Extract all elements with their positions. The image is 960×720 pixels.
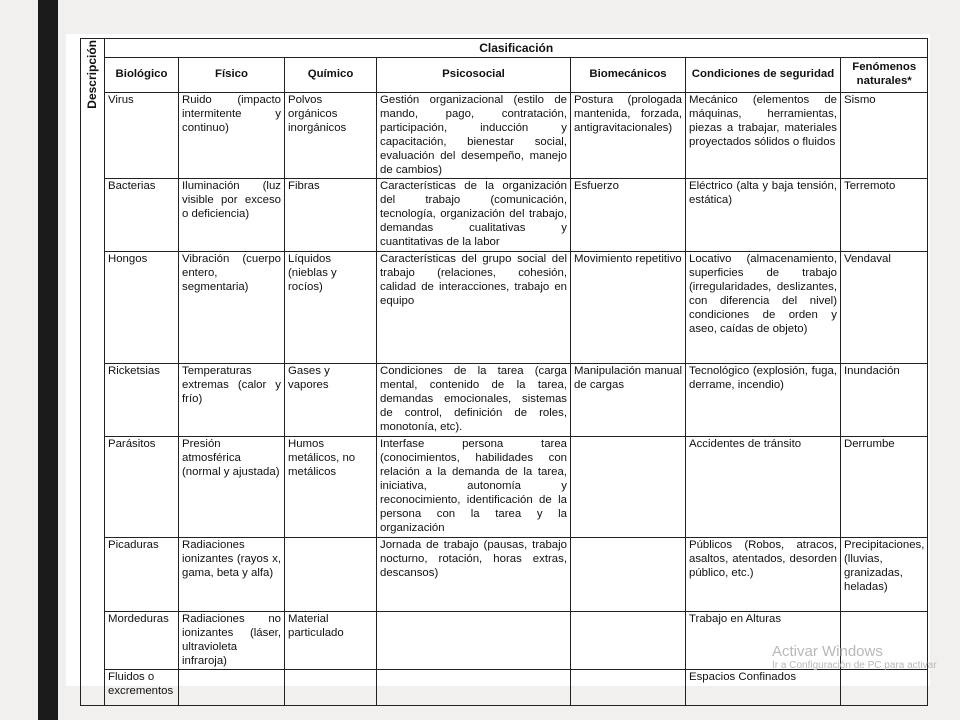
table-cell	[571, 537, 686, 611]
table-cell: Jornada de trabajo (pausas, trabajo nocturno, rotación, horas extras, descansos)	[377, 537, 571, 611]
table-cell: Vendaval	[841, 252, 928, 364]
table-cell: Gases y vapores	[285, 364, 377, 437]
table-row	[81, 179, 928, 252]
table-cell: Trabajo en Alturas	[686, 611, 841, 670]
table-cell: Fibras	[285, 179, 377, 252]
table-cell	[377, 670, 571, 706]
table-cell: Iluminación (luz visible por exceso o deficiencia)	[179, 179, 285, 252]
table-cell: Hongos	[105, 252, 179, 364]
table-cell: Espacios Confinados	[686, 670, 841, 706]
watermark-subtitle: Ir a Configuración de PC para activar	[772, 660, 937, 672]
table-row	[81, 252, 928, 364]
column-header: Biológico	[105, 58, 179, 93]
table-cell	[285, 537, 377, 611]
watermark-title: Activar Windows	[772, 643, 883, 660]
table-cell: Gestión organizacional (estilo de mando, pago, contratación, participación, inducción y capacitación, bienestar social, evaluación del desempeño, manejo de cambios)	[377, 93, 571, 179]
classification-table-wrapper	[80, 38, 928, 706]
table-cell: Picaduras	[105, 537, 179, 611]
table-cell: Derrumbe	[841, 437, 928, 537]
table-cell: Humos metálicos, no metálicos	[285, 437, 377, 537]
table-cell: Interfase persona tarea (conocimientos, habilidades con relación a la demanda de la tarea, iniciativa, autonomía y reconocimiento, identificación de la persona con la tarea y la organización	[377, 437, 571, 537]
table-cell: Ricketsias	[105, 364, 179, 437]
table-cell	[179, 670, 285, 706]
table-cell: Características de la organización del trabajo (comunicación, tecnología, organización del trabajo, demandas cualitativas y cuantitativas de la labor	[377, 179, 571, 252]
windows-activation-watermark	[772, 643, 937, 672]
table-cell: Temperaturas extremas (calor y frío)	[179, 364, 285, 437]
table-cell: Condiciones de la tarea (carga mental, contenido de la tarea, demandas emocionales, sistemas de control, definición de roles, monotonía, etc).	[377, 364, 571, 437]
table-cell: Manipulación manual de cargas	[571, 364, 686, 437]
table-cell: Esfuerzo	[571, 179, 686, 252]
classification-header: Clasificación	[105, 39, 928, 58]
table-row	[81, 437, 928, 537]
table-cell: Virus	[105, 93, 179, 179]
table-cell: Líquidos (nieblas y rocíos)	[285, 252, 377, 364]
column-header: Psicosocial	[377, 58, 571, 93]
table-cell: Características del grupo social del trabajo (relaciones, cohesión, calidad de interacciones, trabajo en equipo	[377, 252, 571, 364]
table-cell: Postura (prologada mantenida, forzada, antigravitacionales)	[571, 93, 686, 179]
table-cell: Locativo (almacenamiento, superficies de trabajo (irregularidades, deslizantes, con diferencia del nivel) condiciones de orden y aseo, caídas de objeto)	[686, 252, 841, 364]
table-cell	[285, 670, 377, 706]
table-cell: Eléctrico (alta y baja tensión, estática)	[686, 179, 841, 252]
table-cell: Ruido (impacto intermitente y continuo)	[179, 93, 285, 179]
side-label: Descripción	[85, 40, 100, 109]
table-cell: Sismo	[841, 93, 928, 179]
table-cell	[571, 670, 686, 706]
table-cell: Precipitaciones, (lluvias, granizadas, heladas)	[841, 537, 928, 611]
table-cell: Material particulado	[285, 611, 377, 670]
table-cell	[841, 670, 928, 706]
table-cell: Radiaciones no ionizantes (láser, ultravioleta infraroja)	[179, 611, 285, 670]
table-row	[81, 537, 928, 611]
column-header: Fenómenos naturales*	[841, 58, 928, 93]
table-cell: Terremoto	[841, 179, 928, 252]
table-cell: Polvos orgánicos inorgánicos	[285, 93, 377, 179]
table-cell: Radiaciones ionizantes (rayos x, gama, beta y alfa)	[179, 537, 285, 611]
table-cell: Presión atmosférica (normal y ajustada)	[179, 437, 285, 537]
table-cell: Mordeduras	[105, 611, 179, 670]
table-row	[81, 670, 928, 706]
table-cell	[571, 437, 686, 537]
table-cell: Tecnológico (explosión, fuga, derrame, incendio)	[686, 364, 841, 437]
table-cell: Accidentes de tránsito	[686, 437, 841, 537]
table-row	[81, 93, 928, 179]
table-cell	[377, 611, 571, 670]
classification-table	[80, 38, 928, 706]
table-cell: Vibración (cuerpo entero, segmentaria)	[179, 252, 285, 364]
table-cell: Públicos (Robos, atracos, asaltos, atentados, desorden público, etc.)	[686, 537, 841, 611]
table-cell: Movimiento repetitivo	[571, 252, 686, 364]
column-header: Químico	[285, 58, 377, 93]
table-row	[81, 364, 928, 437]
column-header: Condiciones de seguridad	[686, 58, 841, 93]
table-cell: Bacterias	[105, 179, 179, 252]
table-cell: Inundación	[841, 364, 928, 437]
table-cell: Parásitos	[105, 437, 179, 537]
side-label-cell	[81, 39, 105, 706]
column-header: Físico	[179, 58, 285, 93]
table-cell: Fluidos o excrementos	[105, 670, 179, 706]
table-cell: Mecánico (elementos de máquinas, herramientas, piezas a trabajar, materiales proyectados sólidos o fluidos	[686, 93, 841, 179]
column-header: Biomecánicos	[571, 58, 686, 93]
table-cell	[571, 611, 686, 670]
left-accent-bar	[38, 0, 58, 720]
